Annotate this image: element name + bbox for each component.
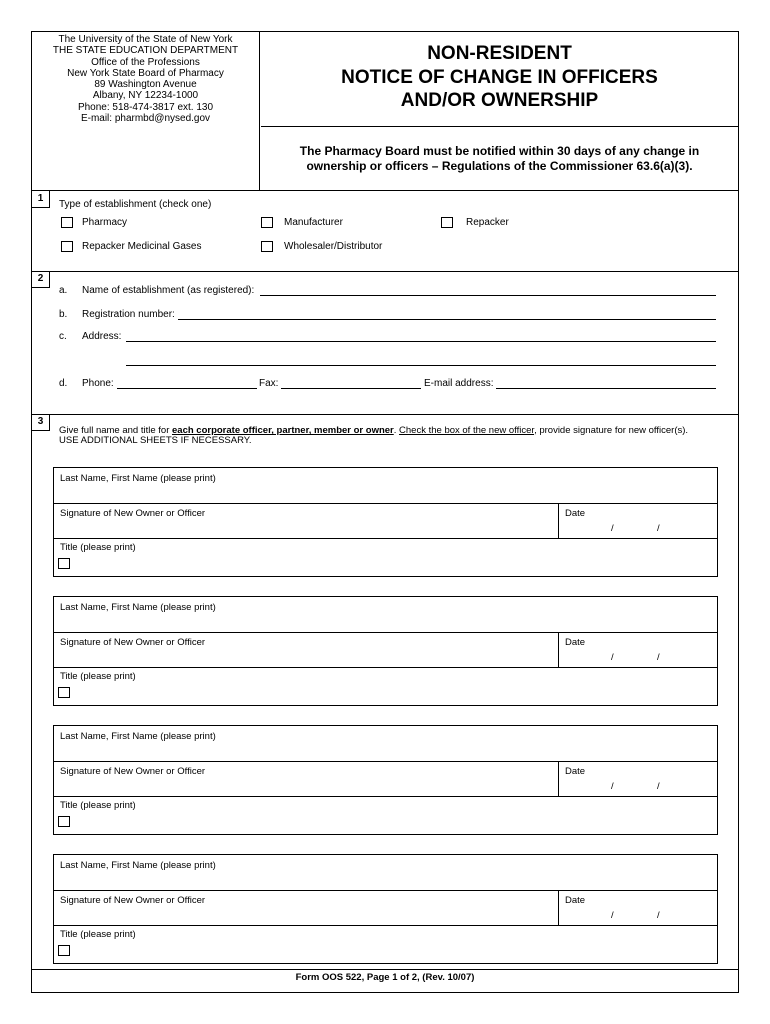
- new-officer-checkbox[interactable]: [58, 945, 70, 956]
- instruction-text: .: [393, 425, 400, 436]
- agency-phone: Phone: 518-474-3817 ext. 130: [77, 101, 214, 113]
- title-label: Title (please print): [60, 929, 136, 940]
- instruction-text: Give full name and title for: [59, 425, 172, 436]
- signature-label: Signature of New Owner or Officer: [60, 766, 206, 777]
- address-field-line-1[interactable]: [126, 341, 716, 342]
- agency-line: New York State Board of Pharmacy: [67, 67, 224, 79]
- agency-line: 89 Washington Avenue: [94, 79, 197, 91]
- fax-label: Fax:: [259, 378, 279, 389]
- signature-label: Signature of New Owner or Officer: [60, 508, 206, 519]
- agency-email: E-mail: pharmbd@nysed.gov: [80, 113, 211, 125]
- name-label: Last Name, First Name (please print): [60, 731, 216, 742]
- agency-line: Albany, NY 12234-1000: [92, 90, 199, 102]
- title-line: NON-RESIDENT: [427, 43, 572, 64]
- date-label: Date: [565, 895, 586, 906]
- officer-block-2: [53, 596, 718, 706]
- establishment-name-label: Name of establishment (as registered):: [82, 285, 255, 296]
- date-label: Date: [565, 766, 586, 777]
- section-number: 3: [32, 414, 50, 431]
- section-1: [32, 191, 738, 272]
- title-line: NOTICE OF CHANGE IN OFFICERS: [341, 66, 658, 88]
- pharmacy-checkbox[interactable]: [61, 217, 73, 228]
- wholesaler-distributor-label: Wholesaler/Distributor: [284, 241, 383, 252]
- registration-number-field[interactable]: [178, 319, 716, 320]
- officer-block-4: [53, 854, 718, 964]
- repacker-checkbox[interactable]: [441, 217, 453, 228]
- date-label: Date: [565, 508, 586, 519]
- new-officer-checkbox[interactable]: [58, 687, 70, 698]
- name-row[interactable]: [54, 468, 717, 504]
- establishment-type-label: Type of establishment (check one): [59, 199, 212, 210]
- email-field[interactable]: [496, 388, 716, 389]
- address-label: Address:: [82, 331, 122, 342]
- name-label: Last Name, First Name (please print): [60, 602, 216, 613]
- title-label: Title (please print): [60, 800, 136, 811]
- agency-line: Office of the Professions: [91, 56, 200, 68]
- address-field-line-2[interactable]: [126, 365, 716, 366]
- wholesaler-distributor-checkbox[interactable]: [261, 241, 273, 252]
- name-label: Last Name, First Name (please print): [60, 860, 216, 871]
- email-label: E-mail address:: [424, 378, 494, 389]
- signature-label: Signature of New Owner or Officer: [60, 895, 206, 906]
- signature-row[interactable]: [54, 503, 717, 539]
- agency-line: THE STATE EDUCATION DEPARTMENT: [52, 45, 239, 57]
- name-row[interactable]: [54, 726, 717, 762]
- date-separator: /: [657, 523, 660, 534]
- manufacturer-label: Manufacturer: [284, 217, 343, 228]
- agency-line: The University of the State of New York: [58, 34, 233, 45]
- item-letter: a.: [59, 285, 68, 296]
- instruction-emphasis: each corporate officer, partner, member or owner: [172, 425, 394, 436]
- title-divider: [261, 126, 738, 127]
- date-separator: /: [657, 910, 660, 921]
- signature-row[interactable]: [54, 890, 717, 926]
- repacker-medicinal-gases-checkbox[interactable]: [61, 241, 73, 252]
- new-officer-checkbox[interactable]: [58, 558, 70, 569]
- date-cell[interactable]: [558, 503, 718, 538]
- date-separator: /: [611, 652, 614, 663]
- section-number: 1: [32, 191, 50, 208]
- title-label: Title (please print): [60, 542, 136, 553]
- date-separator: /: [657, 781, 660, 792]
- manufacturer-checkbox[interactable]: [261, 217, 273, 228]
- title-line: AND/OR OWNERSHIP: [400, 90, 599, 111]
- date-separator: /: [611, 910, 614, 921]
- date-cell[interactable]: [558, 890, 718, 925]
- date-cell[interactable]: [558, 761, 718, 796]
- form-footer: Form OOS 522, Page 1 of 2, (Rev. 10/07): [295, 972, 475, 983]
- officer-block-1: [53, 467, 718, 577]
- repacker-label: Repacker: [466, 217, 509, 228]
- officer-block-3: [53, 725, 718, 835]
- establishment-name-field[interactable]: [260, 295, 716, 296]
- date-separator: /: [611, 523, 614, 534]
- item-letter: b.: [59, 309, 68, 320]
- item-letter: c.: [59, 331, 67, 342]
- phone-label: Phone:: [82, 378, 114, 389]
- name-row[interactable]: [54, 597, 717, 633]
- signature-row[interactable]: [54, 761, 717, 797]
- title-label: Title (please print): [60, 671, 136, 682]
- signature-row[interactable]: [54, 632, 717, 668]
- date-label: Date: [565, 637, 586, 648]
- name-label: Last Name, First Name (please print): [60, 473, 216, 484]
- form-page: [31, 31, 739, 993]
- notice-line: ownership or officers – Regulations of the Commissioner 63.6(a)(3).: [306, 159, 693, 173]
- phone-field[interactable]: [117, 388, 257, 389]
- additional-sheets-note: USE ADDITIONAL SHEETS IF NECESSARY.: [59, 435, 252, 446]
- signature-label: Signature of New Owner or Officer: [60, 637, 206, 648]
- new-officer-checkbox[interactable]: [58, 816, 70, 827]
- section-2: [32, 271, 738, 415]
- item-letter: d.: [59, 378, 68, 389]
- instruction-underline: Check the box of the new officer: [399, 425, 535, 436]
- agency-address-block: [32, 32, 260, 190]
- form-header: [32, 32, 738, 191]
- form-title: [261, 42, 738, 113]
- date-separator: /: [611, 781, 614, 792]
- date-separator: /: [657, 652, 660, 663]
- date-cell[interactable]: [558, 632, 718, 667]
- instruction-text: , provide signature for new officer(s).: [534, 425, 689, 436]
- name-row[interactable]: [54, 855, 717, 891]
- section-number: 2: [32, 271, 50, 288]
- registration-number-label: Registration number:: [82, 309, 175, 320]
- repacker-medicinal-gases-label: Repacker Medicinal Gases: [82, 241, 202, 252]
- pharmacy-label: Pharmacy: [82, 217, 128, 228]
- fax-field[interactable]: [281, 388, 421, 389]
- section-3: [32, 414, 738, 970]
- notice-text: [261, 144, 738, 174]
- notice-line: The Pharmacy Board must be notified within 30 days of any change in: [299, 144, 700, 158]
